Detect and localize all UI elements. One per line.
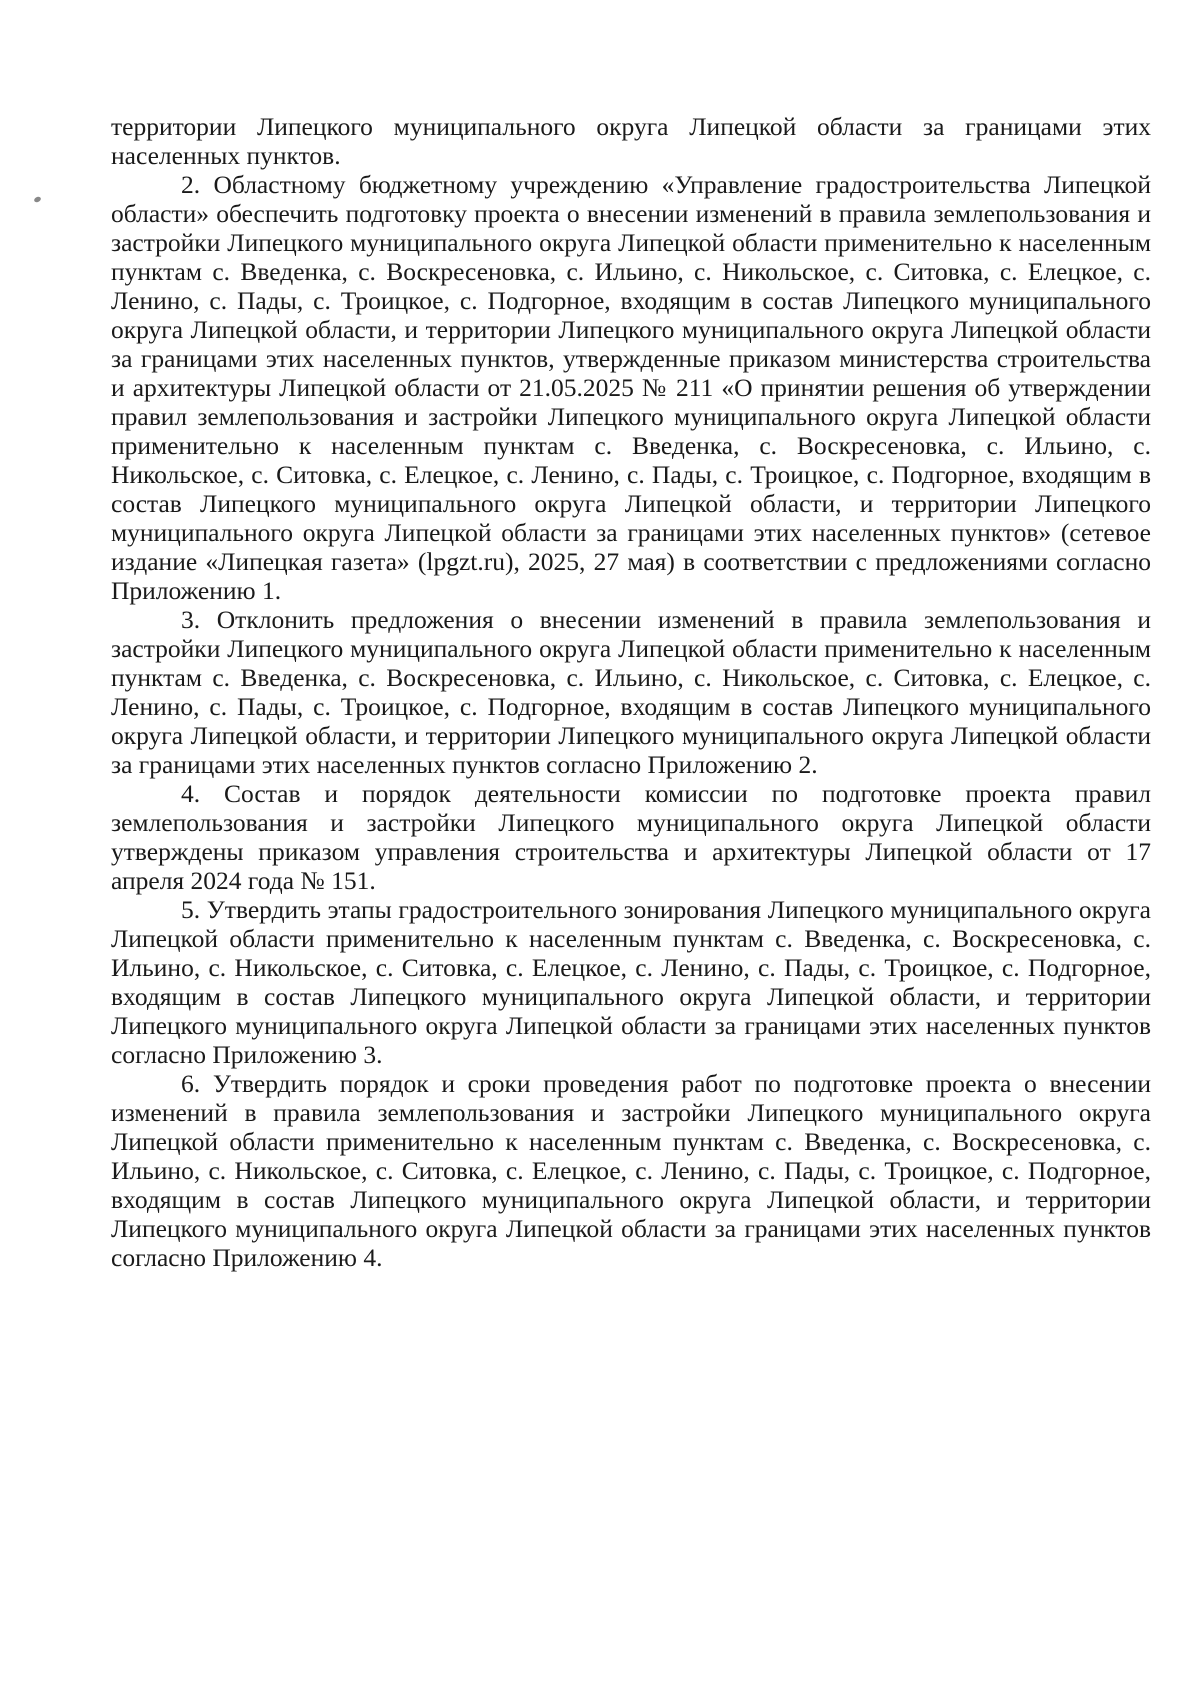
paragraph-text: Утвердить этапы градостроительного зонирования Липецкого муниципального округа Липецкой области применительно к населенным пунктам с. Введенка, с. Воскресеновка, с. Ильино, с. Никольское, с. Ситовка, с. Елецкое, с. Ленино, с. Пады, с. Троицкое, с. Подгорное, входящим в состав Липецкого муниципального округа Липецкой области, и территории Липецкого муниципального округа Липецкой области за границами этих населенных пунктов согласно Приложению 3. [111, 895, 1152, 1069]
paragraph-number: 4. [181, 779, 201, 808]
scan-speck-mark [33, 196, 41, 203]
paragraph-text: Состав и порядок деятельности комиссии по подготовке проекта правил землепользования и застройки Липецкого муниципального округа Липецкой области утверждены приказом управления строительства и архитектуры Липецкой области от 17 апреля 2024 года № 151. [111, 779, 1151, 895]
paragraph-4 [111, 779, 1151, 895]
paragraph-continuation [111, 112, 1151, 170]
paragraph-text: Областному бюджетному учреждению «Управление градостроительства Липецкой области» обеспечить подготовку проекта о внесении изменений в правила землепользования и застройки Липецкого муниципального округа Липецкой области применительно к населенным пунктам с. Введенка, с. Воскресеновка, с. Ильино, с. Никольское, с. Ситовка, с. Елецкое, с. Ленино, с. Пады, с. Троицкое, с. Подгорное, входящим в состав Липецкого муниципального округа Липецкой области, и территории Липецкого муниципального округа Липецкой области за границами этих населенных пунктов, утвержденные приказом министерства строительства и архитектуры Липецкой области от 21.05.2025 № 211 «О принятии решения об утверждении правил землепользования и застройки Липецкого муниципального округа Липецкой области применительно к населенным пунктам с. Введенка, с. Воскресеновка, с. Ильино, с. Никольское, с. Ситовка, с. Елецкое, с. Ленино, с. Пады, с. Троицкое, с. Подгорное, входящим в состав Липецкого муниципального округа Липецкой области, и территории Липецкого муниципального округа Липецкой области за границами этих населенных пунктов» (сетевое издание «Липецкая газета» (lpgzt.ru), 2025, 27 мая) в соответствии с предложениями согласно Приложению 1. [111, 170, 1152, 605]
paragraph-number: 5. [181, 895, 201, 924]
paragraph-number: 6. [181, 1069, 201, 1098]
paragraph-3 [111, 605, 1151, 779]
document-body [111, 112, 1151, 1272]
paragraph-text: Утвердить порядок и сроки проведения работ по подготовке проекта о внесении изменений в правила землепользования и застройки Липецкого муниципального округа Липецкой области применительно к населенным пунктам с. Введенка, с. Воскресеновка, с. Ильино, с. Никольское, с. Ситовка, с. Елецкое, с. Ленино, с. Пады, с. Троицкое, с. Подгорное, входящим в состав Липецкого муниципального округа Липецкой области, и территории Липецкого муниципального округа Липецкой области за границами этих населенных пунктов согласно Приложению 4. [111, 1069, 1152, 1272]
paragraph-2 [111, 170, 1151, 605]
paragraph-text: территории Липецкого муниципального округа Липецкой области за границами этих населенных пунктов. [111, 112, 1151, 170]
paragraph-number: 2. [181, 170, 201, 199]
paragraph-number: 3. [181, 605, 201, 634]
paragraph-5 [111, 895, 1151, 1069]
paragraph-text: Отклонить предложения о внесении изменений в правила землепользования и застройки Липецкого муниципального округа Липецкой области применительно к населенным пунктам с. Введенка, с. Воскресеновка, с. Ильино, с. Никольское, с. Ситовка, с. Елецкое, с. Ленино, с. Пады, с. Троицкое, с. Подгорное, входящим в состав Липецкого муниципального округа Липецкой области, и территории Липецкого муниципального округа Липецкой области за границами этих населенных пунктов согласно Приложению 2. [111, 605, 1151, 779]
paragraph-6 [111, 1069, 1151, 1272]
